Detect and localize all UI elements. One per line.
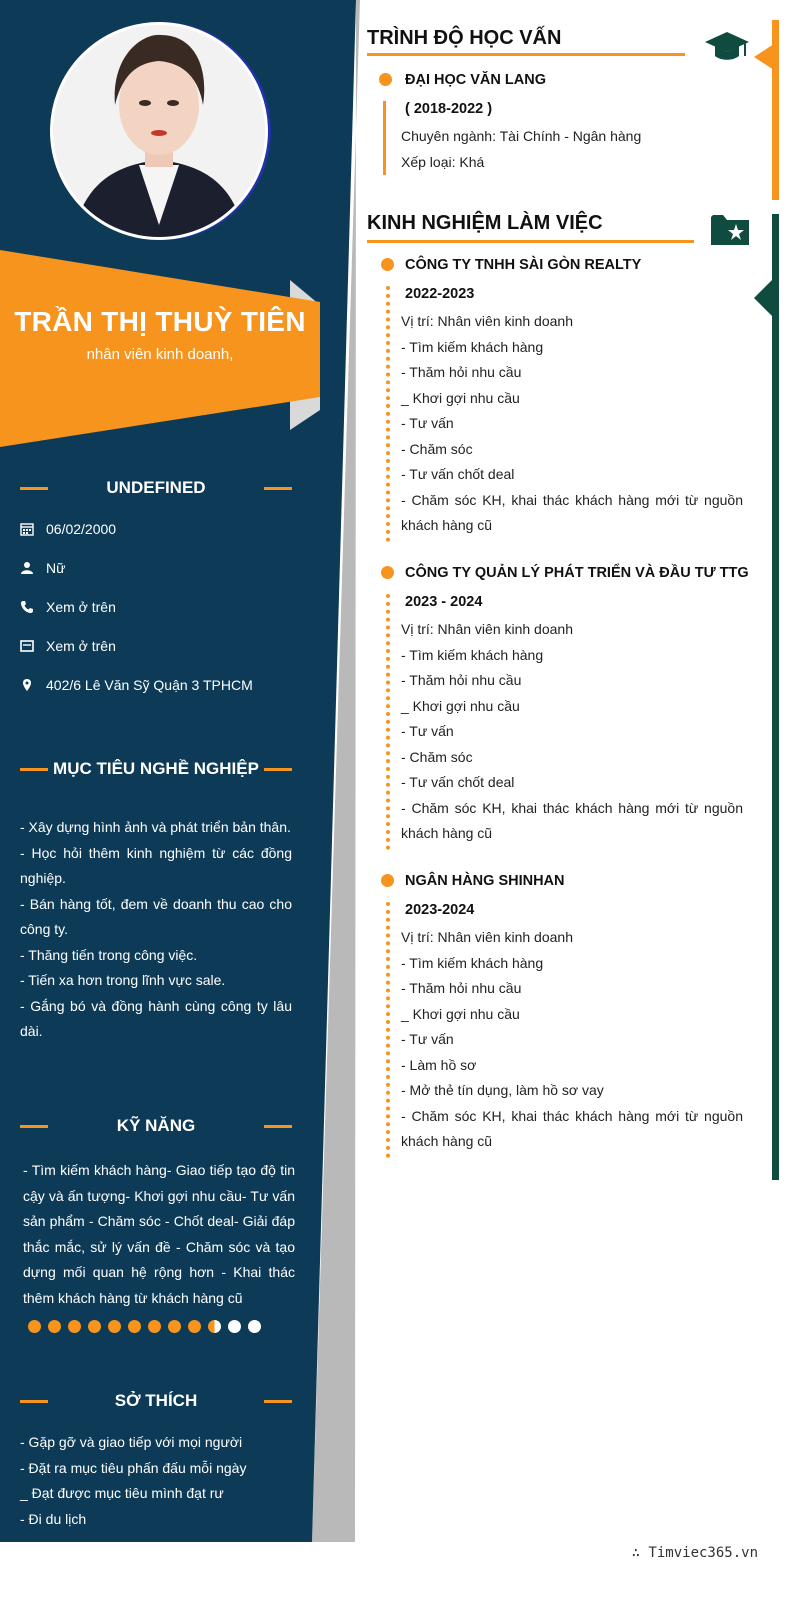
education-period: ( 2018-2022 )	[405, 101, 493, 117]
job-details: Vị trí: Nhân viên kinh doanh - Tìm kiếm khách hàng - Thăm hỏi nhu cầu _ Khơi gợi nhu cầu - Tư vấn - Chăm sóc - Tư vấn chốt deal - Chăm sóc KH, khai thác khách hàng mới từ nguồn khách hàng cũ	[401, 621, 743, 841]
green-arrow-icon	[754, 278, 774, 318]
job-company: CÔNG TY QUẢN LÝ PHÁT TRIỂN VÀ ĐẦU TƯ TTG	[405, 565, 749, 581]
contact-gender: Nữ	[20, 557, 300, 579]
hobbies-text: - Gặp gỡ và giao tiếp với mọi người - Đặt ra mục tiêu phấn đấu mỗi ngày _ Đạt được mục tiêu mình đạt rư - Đi du lịch	[20, 1434, 247, 1527]
rating-dot	[108, 1320, 121, 1333]
rating-dot	[128, 1320, 141, 1333]
job-bullet	[381, 566, 394, 579]
location-icon	[20, 677, 46, 693]
education-details: Chuyên ngành: Tài Chính - Ngân hàng Xếp loại: Khá	[401, 128, 642, 170]
job-period: 2023 - 2024	[405, 594, 483, 610]
education-heading: TRÌNH ĐỘ HỌC VẤN	[367, 27, 562, 49]
contact-email: Xem ở trên	[20, 635, 300, 657]
skills-text: - Tìm kiếm khách hàng- Giao tiếp tạo độ tin cậy và ấn tượng- Khơi gợi nhu cầu- Tư vấn sản phẩm - Chăm sóc - Chốt deal- Giải đáp thắc mắc, sử lý vấn đề - Chăm sóc và tạo dựng mối quan hệ rộng hơn - Khai thác thêm khách hàng từ khách hàng cũ	[23, 1162, 295, 1306]
experience-accent-bar	[772, 214, 779, 1180]
job-timeline	[386, 594, 390, 850]
experience-heading: KINH NGHIỆM LÀM VIỆC	[367, 212, 603, 234]
rating-dot	[248, 1320, 261, 1333]
folder-star-icon	[711, 213, 749, 245]
rating-dot	[68, 1320, 81, 1333]
school-name: ĐẠI HỌC VĂN LANG	[405, 72, 546, 88]
phone-icon	[20, 599, 46, 615]
contact-birthdate: 06/02/2000	[20, 518, 300, 540]
hobbies-heading: SỞ THÍCH	[20, 1389, 292, 1413]
contact-heading: UNDEFINED	[20, 476, 292, 500]
contact-phone: Xem ở trên	[20, 596, 300, 618]
experience-underline	[367, 240, 694, 243]
job-timeline	[386, 902, 390, 1158]
objective-text: - Xây dựng hình ảnh và phát triển bản thân. - Học hỏi thêm kinh nghiệm từ các đồng nghiệp. - Bán hàng tốt, đem về doanh thu cao cho công ty. - Thăng tiến trong công việc. - Tiến xa hơn trong lĩnh vực sale. - Gắng bó và đồng hành cùng công ty lâu dài.	[20, 819, 292, 1039]
job-details: Vị trí: Nhân viên kinh doanh - Tìm kiếm khách hàng - Thăm hỏi nhu cầu _ Khơi gợi nhu cầu - Tư vấn - Chăm sóc - Tư vấn chốt deal - Chăm sóc KH, khai thác khách hàng mới từ nguồn khách hàng cũ	[401, 313, 743, 533]
contact-address: 402/6 Lê Văn Sỹ Quận 3 TPHCM	[20, 674, 300, 696]
graduation-cap-icon	[705, 30, 749, 64]
candidate-title: nhân viên kinh doanh,	[86, 346, 234, 363]
education-bullet	[379, 73, 392, 86]
rating-dot	[88, 1320, 101, 1333]
email-icon	[20, 638, 46, 654]
job-bullet	[381, 258, 394, 271]
calendar-icon	[20, 521, 46, 537]
rating-dot	[208, 1320, 221, 1333]
avatar	[50, 22, 268, 240]
rating-dot	[168, 1320, 181, 1333]
job-period: 2023-2024	[405, 902, 475, 918]
footer-brand[interactable]: ∴ Timviec365.vn	[631, 1545, 758, 1561]
job-bullet	[381, 874, 394, 887]
rating-dot	[28, 1320, 41, 1333]
rating-dot	[148, 1320, 161, 1333]
objective-heading: MỤC TIÊU NGHỀ NGHIỆP	[20, 757, 292, 781]
skills-heading: KỸ NĂNG	[20, 1114, 292, 1138]
education-line	[383, 101, 386, 175]
person-icon	[20, 560, 46, 576]
job-period: 2022-2023	[405, 286, 475, 302]
job-timeline	[386, 286, 390, 542]
orange-arrow-icon	[754, 44, 774, 70]
profile-photo	[53, 25, 265, 237]
skill-rating	[28, 1320, 261, 1333]
rating-dot	[48, 1320, 61, 1333]
candidate-name: TRẦN THỊ THUỲ TIÊN	[14, 306, 306, 337]
job-company: NGÂN HÀNG SHINHAN	[405, 873, 565, 889]
education-underline	[367, 53, 685, 56]
job-details: Vị trí: Nhân viên kinh doanh - Tìm kiếm khách hàng - Thăm hỏi nhu cầu _ Khơi gợi nhu cầu - Tư vấn - Làm hồ sơ - Mở thẻ tín dụng, làm hồ sơ vay - Chăm sóc KH, khai thác khách hàng mới từ nguồn khách hàng cũ	[401, 929, 743, 1149]
job-company: CÔNG TY TNHH SÀI GÒN REALTY	[405, 257, 642, 273]
rating-dot	[188, 1320, 201, 1333]
rating-dot	[228, 1320, 241, 1333]
